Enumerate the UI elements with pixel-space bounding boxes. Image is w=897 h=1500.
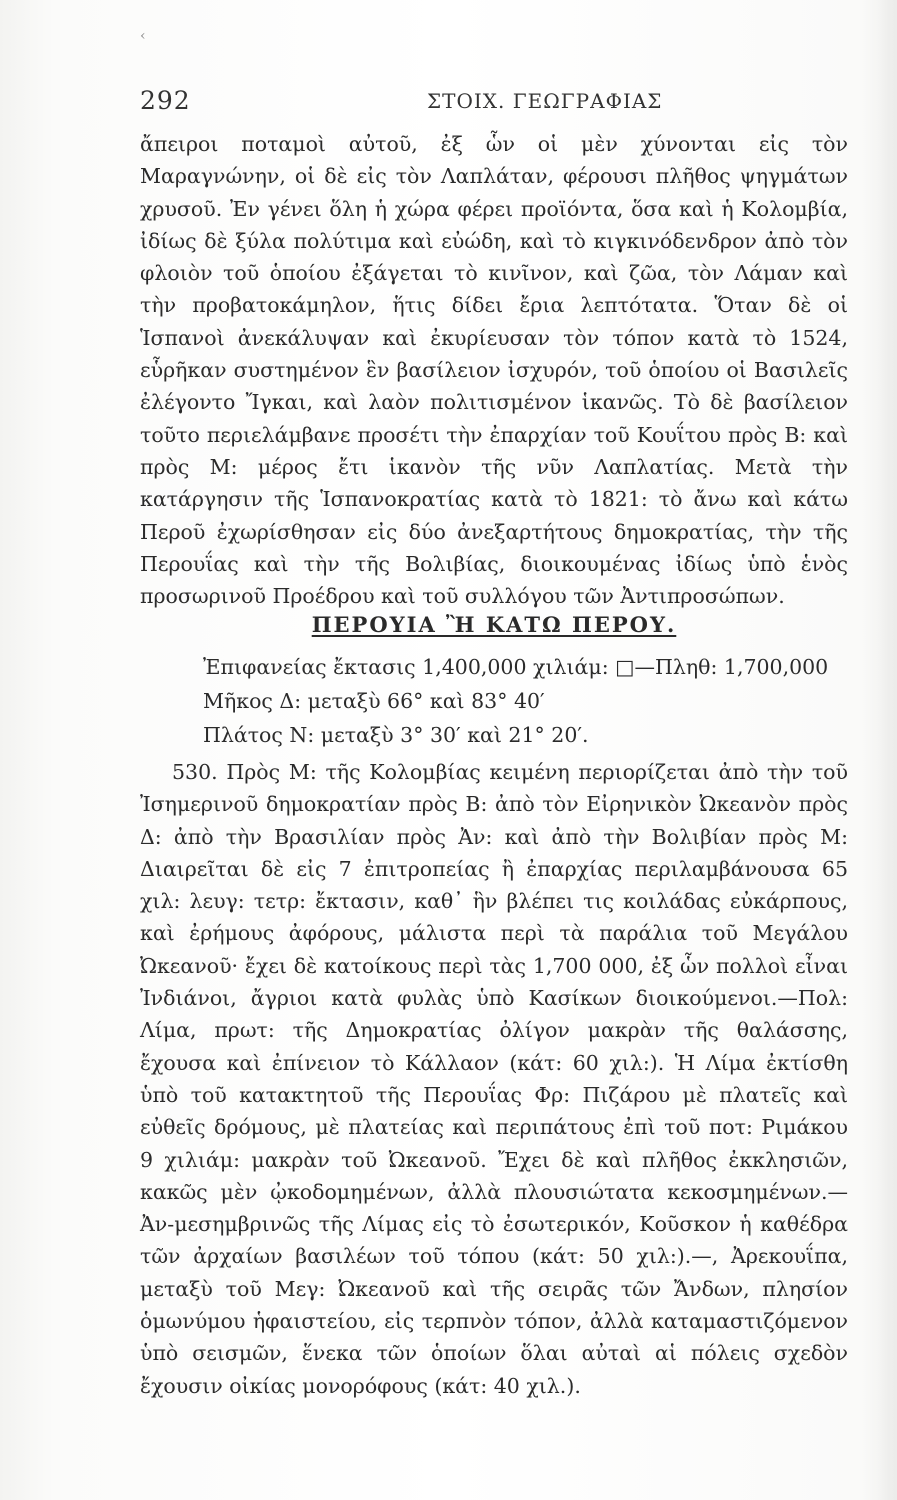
page-edge-shadow	[879, 0, 897, 1500]
page-number: 292	[140, 86, 191, 115]
running-title: ΣΤΟΙΧ. ΓΕΩΓΡΑΦΙΑΣ	[427, 89, 663, 113]
stat-longitude: Μῆκος Δ: μεταξὺ 66° καὶ 83° 40′	[203, 689, 545, 713]
margin-mark: ‹	[140, 28, 146, 44]
stat-latitude: Πλάτος Ν: μεταξὺ 3° 30′ καὶ 21° 20′.	[203, 723, 589, 747]
paragraph-intro: ἄπειροι ποταμοὶ αὐτοῦ, ἐξ ὧν οἱ μὲν χύνονται εἰς τὸν Μαραγνώνην, οἱ δὲ εἰς τὸν Λαπλάταν, φέρουσι πλῆθος ψηγμάτων χρυσοῦ. Ἐν γένει ὅλη ἡ χώρα φέρει προϊόντα, ὅσα καὶ ἡ Κολομβία, ἰδίως δὲ ξύλα πολύτιμα καὶ εὐώδη, καὶ τὸ κιγκινόδενδρον ἀπὸ τὸν φλοιὸν τοῦ ὁποίου ἐξάγεται τὸ κινῖνον, καὶ ζῶα, τὸν Λάμαν καὶ τὴν προβατοκάμηλον, ἥτις δίδει ἔρια λεπτότατα. Ὅταν δὲ οἱ Ἱσπανοὶ ἀνεκάλυψαν καὶ ἐκυρίευσαν τὸν τόπον κατὰ τὸ 1524, εὗρῆκαν συστημένον ἓν βασίλειον ἰσχυρόν, τοῦ ὁποίου οἱ Βασιλεῖς ἐλέγοντο Ἴγκαι, καὶ λαὸν πολιτισμένον ἱκανῶς. Τὸ δὲ βασίλειον τοῦτο περιελάμβανε προσέτι τὴν ἐπαρχίαν τοῦ Κουΐτου πρὸς Β: καὶ πρὸς Μ: μέρος ἔτι ἱκανὸν τῆς νῦν Λαπλατίας. Μετὰ τὴν κατάργησιν τῆς Ἱσπανοκρατίας κατὰ τὸ 1821: τὸ ἄνω καὶ κάτω Περοῦ ἐχωρίσθησαν εἰς δύο ἀνεξαρτήτους δημοκρατίας, τὴν τῆς Περουΐας καὶ τὴν τῆς Βολιβίας, διοικουμένας ἰδίως ὑπὸ ἑνὸς προσωρινοῦ Προέδρου καὶ τοῦ συλλόγου τῶν Ἀντιπροσώπων.	[140, 132, 848, 609]
section-heading: ΠΕΡΟΥΙΑ Ἢ ΚΑΤΩ ΠΕΡΟΥ.	[311, 612, 677, 637]
stat-area-population: Ἐπιφανείας ἔκτασις 1,400,000 χιλιάμ: □—Πληθ: 1,700,000	[203, 655, 829, 679]
paragraph-530: 530. Πρὸς Μ: τῆς Κολομβίας κειμένη περιορίζεται ἀπὸ τὴν τοῦ Ἰσημερινοῦ δημοκρατίαν πρὸς Β: ἀπὸ τὸν Εἰρηνικὸν Ὠκεανὸν πρὸς Δ: ἀπὸ τὴν Βρασιλίαν πρὸς Ἀν: καὶ ἀπὸ τὴν Βολιβίαν πρὸς Μ: Διαιρεῖται δὲ εἰς 7 ἐπιτροπείας ἢ ἐπαρχίας περιλαμβάνουσα 65 χιλ: λευγ: τετρ: ἔκτασιν, καθ᾽ ἣν βλέπει τις κοιλάδας εὐκάρπους, καὶ ἐρήμους ἀφόρους, μάλιστα περὶ τὰ παράλια τοῦ Μεγάλου Ὠκεανοῦ· ἔχει δὲ κατοίκους περὶ τὰς 1,700 000, ἐξ ὧν πολλοὶ εἶναι Ἰνδιάνοι, ἄγριοι κατὰ φυλὰς ὑπὸ Κασίκων διοικούμενοι.—Πολ: Λίμα, πρωτ: τῆς Δημοκρατίας ὀλίγον μακρὰν τῆς θαλάσσης, ἔχουσα καὶ ἐπίνειον τὸ Κάλλαον (κάτ: 60 χιλ:). Ἡ Λίμα ἐκτίσθη ὑπὸ τοῦ κατακτητοῦ τῆς Περουΐας Φρ: Πιζάρου μὲ πλατεῖς καὶ εὐθεῖς δρόμους, μὲ πλατείας καὶ περιπάτους ἐπὶ τοῦ ποτ: Ριμάκου 9 χιλιάμ: μακρὰν τοῦ Ὠκεανοῦ. Ἔχει δὲ καὶ πλῆθος ἐκκλησιῶν, κακῶς μὲν ᾠκοδομημένων, ἀλλὰ πλουσιώτατα κεκοσμημένων.—Ἀν-μεσημβρινῶς τῆς Λίμας εἰς τὸ ἐσωτερικόν, Κοῦσκον ἡ καθέδρα τῶν ἀρχαίων βασιλέων τοῦ τόπου (κάτ: 50 χιλ:).—, Ἀρεκουΐπα, μεταξὺ τοῦ Μεγ: Ὠκεανοῦ καὶ τῆς σειρᾶς τῶν Ἄνδων, πλησίον ὁμωνύμου ἡφαιστείου, εἰς τερπνὸν τόπον, ἀλλὰ καταμαστιζόμενον ὑπὸ σεισμῶν, ἕνεκα τῶν ὁποίων ὅλαι αὐταὶ αἱ πόλεις σχεδὸν ἔχουσιν οἰκίας μονορόφους (κάτ: 40 χιλ.).	[140, 760, 848, 1398]
page-header	[140, 86, 860, 116]
